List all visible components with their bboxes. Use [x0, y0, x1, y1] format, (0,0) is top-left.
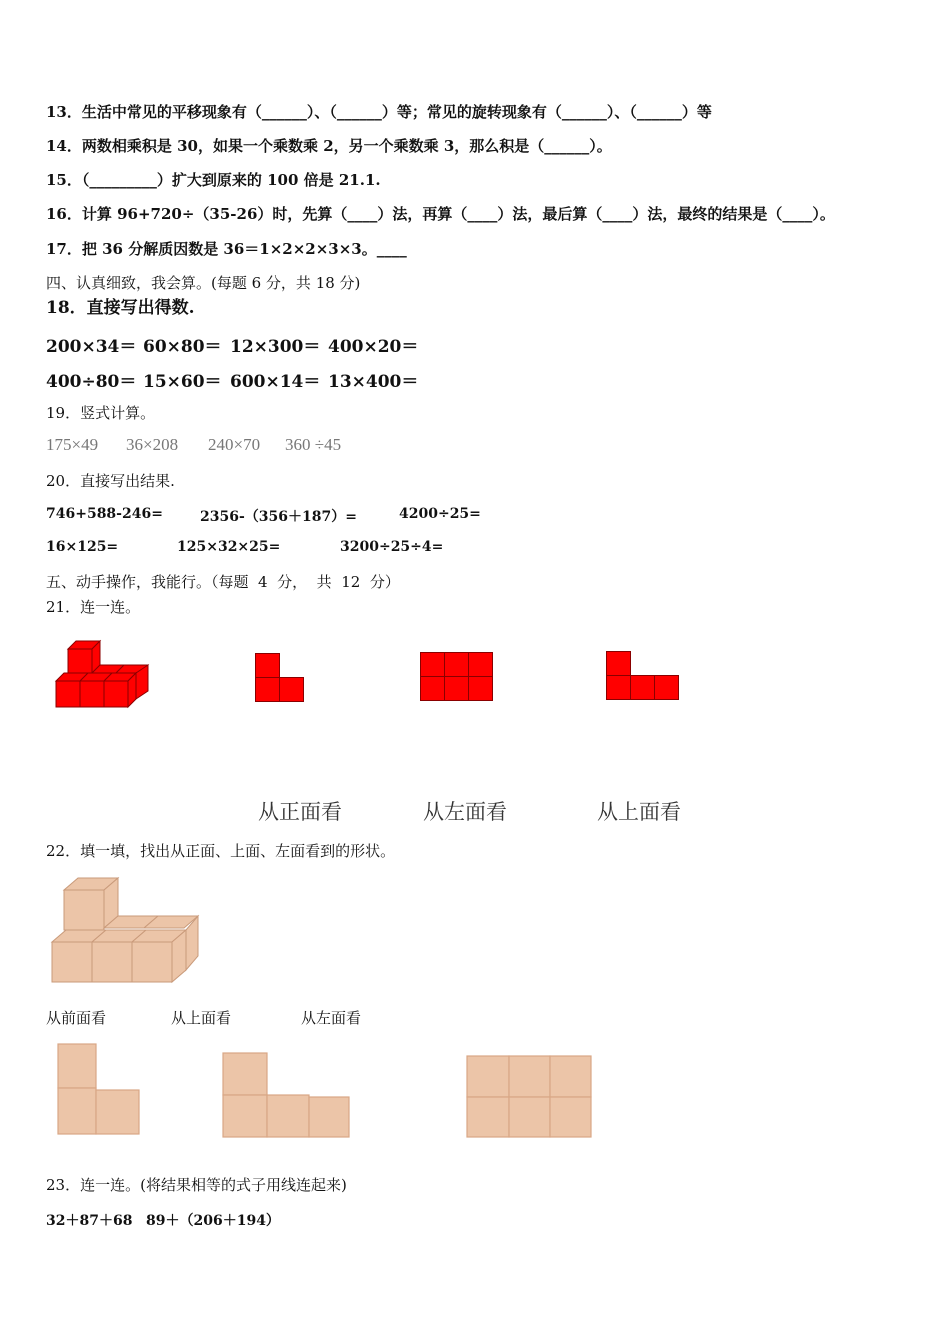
- red-view-shape-front: [606, 651, 681, 701]
- tan-view-shape-3: [466, 1055, 594, 1139]
- vertical-calc-item: 175×49: [46, 435, 99, 454]
- section-5-heading: 五、动手操作，我能行。（每题 4 分， 共 12 分）: [46, 573, 400, 591]
- calc-item: 60×80＝: [143, 337, 222, 357]
- calc-item: 12×300＝: [230, 337, 321, 357]
- calc-item: 3200÷25÷4=: [340, 539, 444, 555]
- view-label-front: 从正面看: [258, 800, 342, 824]
- question-13: 13．生活中常见的平移现象有（______）、（______）等；常见的旋转现象有（______）、（______）等: [46, 103, 712, 121]
- vertical-calc-item: 240×70: [208, 435, 261, 454]
- expression-item: 89＋（206＋194）: [146, 1213, 280, 1229]
- vertical-calc-item: 36×208: [126, 435, 179, 454]
- calc-item: 125×32×25=: [177, 539, 281, 555]
- view-label-left: 从左面看: [423, 800, 507, 824]
- red-view-shape-left: [255, 653, 305, 703]
- red-cube-figure: [50, 635, 155, 715]
- view-label-front: 从前面看: [46, 1009, 107, 1027]
- question-16: 16．计算 96+720÷（35-26）时，先算（____）法，再算（____）法，最后算（____）法，最终的结果是（____）。: [46, 205, 835, 223]
- question-15: 15．（_________）扩大到原来的 100 倍是 21.1.: [46, 171, 381, 189]
- question-21: 21．连一连。: [46, 598, 141, 616]
- question-19: 19．竖式计算。: [46, 404, 156, 422]
- question-17: 17．把 36 分解质因数是 36＝1×2×2×3×3。____: [46, 240, 407, 258]
- calc-item: 4200÷25=: [399, 506, 481, 522]
- expression-item: 32＋87＋68: [46, 1213, 133, 1229]
- calc-item: 15×60＝: [143, 372, 222, 392]
- view-label-top: 从上面看: [171, 1009, 232, 1027]
- tan-view-shape-1: [57, 1043, 142, 1138]
- view-label-top: 从上面看: [597, 800, 681, 824]
- section-4-heading: 四、认真细致，我会算。(每题 6 分，共 18 分): [46, 274, 361, 292]
- tan-cube-figure: [48, 876, 208, 986]
- red-view-shape-top: [420, 652, 495, 702]
- calc-item: 13×400＝: [328, 372, 419, 392]
- vertical-calc-item: 360 ÷45: [285, 435, 342, 454]
- question-22: 22．填一填，找出从正面、上面、左面看到的形状。: [46, 842, 396, 860]
- calc-item: 400×20＝: [328, 337, 419, 357]
- question-14: 14．两数相乘积是 30，如果一个乘数乘 2，另一个乘数乘 3，那么积是（______）。: [46, 137, 612, 155]
- calc-item: 746+588-246=: [46, 506, 163, 522]
- tan-view-shape-2: [222, 1052, 352, 1140]
- calc-item: 2356-（356＋187）=: [200, 509, 357, 525]
- question-20: 20．直接写出结果.: [46, 472, 175, 490]
- question-18: 18．直接写出得数.: [46, 298, 195, 318]
- calc-item: 600×14＝: [230, 372, 321, 392]
- calc-item: 400÷80＝: [46, 372, 137, 392]
- calc-item: 16×125=: [46, 539, 119, 555]
- calc-item: 200×34＝: [46, 337, 137, 357]
- question-23: 23．连一连。(将结果相等的式子用线连起来): [46, 1176, 347, 1194]
- view-label-left: 从左面看: [301, 1009, 362, 1027]
